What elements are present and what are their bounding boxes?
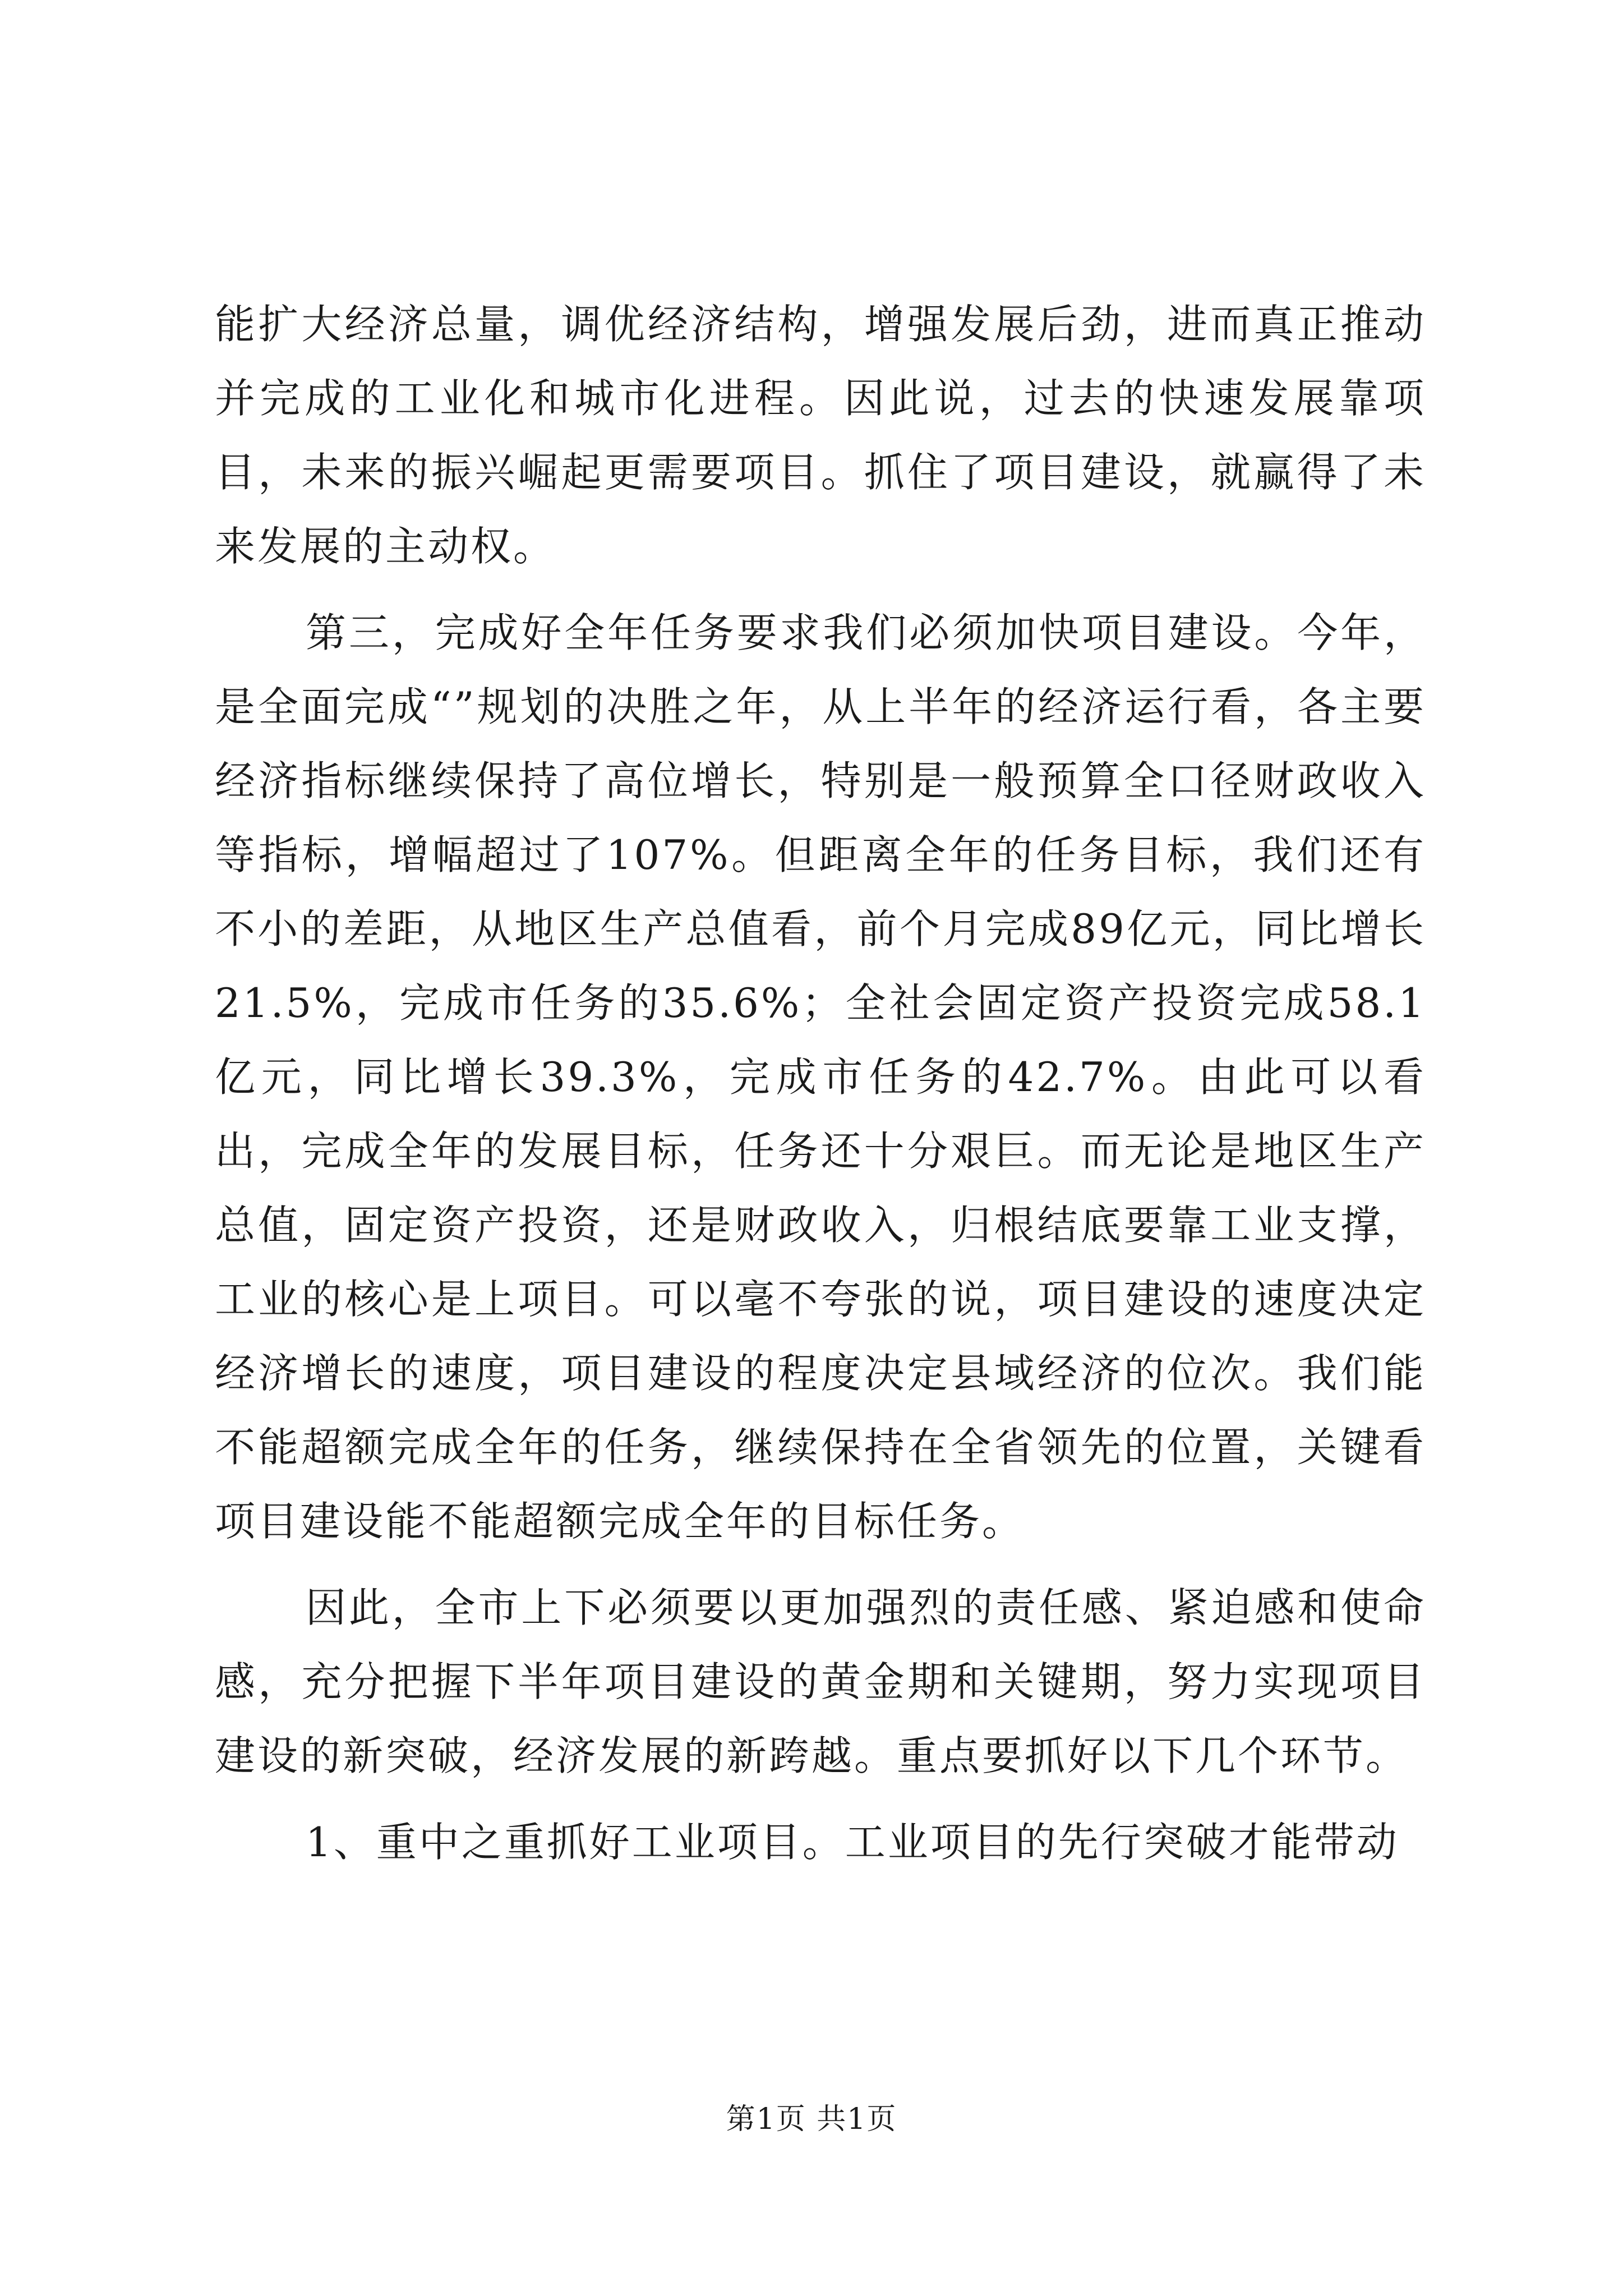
- paragraph-item-1: 1、重中之重抓好工业项目。工业项目的先行突破才能带动: [306, 1819, 1399, 1866]
- paragraph-therefore: 因此，全市上下必须要以更加强烈的责任感、紧迫感和使命感，充分把握下半年项目建设的黄金期和关键期，努力实现项目建设的新突破，经济发展的新跨越。重点要抓好以下几个环节。: [215, 1584, 1426, 1779]
- document-body: [215, 287, 1426, 1892]
- page-footer: 第1页 共1页: [726, 2102, 897, 2136]
- paragraph-continuation: 能扩大经济总量，调优经济结构，增强发展后劲，进而真正推动并完成的工业化和城市化进程。因此说，过去的快速发展靠项目，未来的振兴崛起更需要项目。抓住了项目建设，就赢得了未来发展的主动权。: [215, 301, 1426, 570]
- paragraph-third-point: 第三，完成好全年任务要求我们必须加快项目建设。今年，是全面完成“”规划的决胜之年，从上半年的经济运行看，各主要经济指标继续保持了高位增长，特别是一般预算全口径财政收入等指标，增幅超过了107%。但距离全年的任务目标，我们还有不小的差距，从地区生产总值看，前个月完成89亿元，同比增长21.5%，完成市任务的35.6%；全社会固定资产投资完成58.1亿元，同比增长39.3%，完成市任务的42.7%。由此可以看出，完成全年的发展目标，任务还十分艰巨。而无论是地区生产总值，固定资产投资，还是财政收入，归根结底要靠工业支撑，工业的核心是上项目。可以毫不夸张的说，项目建设的速度决定经济增长的速度，项目建设的程度决定县域经济的位次。我们能不能超额完成全年的任务，继续保持在全省领先的位置，关键看项目建设能不能超额完成全年的目标任务。: [215, 609, 1426, 1545]
